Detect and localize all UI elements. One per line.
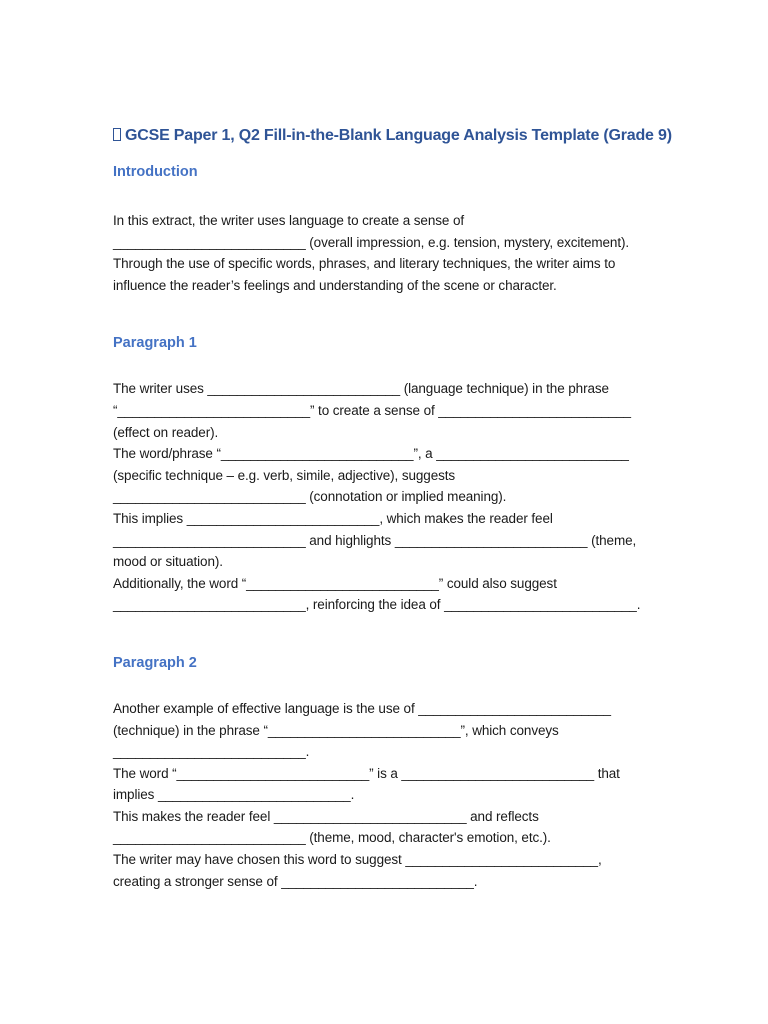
text-line: The writer may have chosen this word to suggest __________________________, <box>113 852 602 868</box>
introduction-heading: Introduction <box>113 164 198 180</box>
paragraph-2-body <box>113 698 643 892</box>
text-line: (specific technique – e.g. verb, simile, adjective), suggests <box>113 467 456 483</box>
text-line: __________________________. <box>113 744 310 760</box>
text-line: The writer uses __________________________ (language technique) in the phrase <box>113 381 609 397</box>
document-title-text: GCSE Paper 1, Q2 Fill-in-the-Blank Language Analysis Template (Grade 9) <box>125 127 672 144</box>
introduction-body <box>113 210 643 296</box>
text-line: (technique) in the phrase “__________________________”, which conveys <box>113 722 559 738</box>
text-line: __________________________ and highlights __________________________ (theme, <box>113 532 637 548</box>
text-line: Another example of effective language is the use of __________________________ <box>113 700 611 716</box>
document-page <box>113 122 672 892</box>
text-line: Through the use of specific words, phrases, and literary techniques, the writer aims to <box>113 256 616 272</box>
paragraph-1-body <box>113 378 643 616</box>
text-line: The word/phrase “__________________________”, a __________________________ <box>113 446 629 462</box>
text-line: influence the reader’s feelings and understanding of the scene or character. <box>113 277 557 293</box>
paragraph-1-heading: Paragraph 1 <box>113 335 197 352</box>
text-line: __________________________, reinforcing the idea of __________________________. <box>113 597 641 613</box>
text-line: The word “__________________________” is a __________________________ that <box>113 765 620 781</box>
text-line: __________________________ (theme, mood, character's emotion, etc.). <box>113 830 551 846</box>
text-line: __________________________ (connotation or implied meaning). <box>113 489 507 505</box>
text-line: “__________________________” to create a sense of __________________________ <box>113 402 631 418</box>
text-line: mood or situation). <box>113 554 223 570</box>
missing-glyph-icon <box>113 128 121 141</box>
text-line: (effect on reader). <box>113 424 219 440</box>
text-line: In this extract, the writer uses language to create a sense of <box>113 213 464 228</box>
text-line: implies __________________________. <box>113 787 355 803</box>
text-line: This makes the reader feel __________________________ and reflects <box>113 808 539 824</box>
text-line: Additionally, the word “__________________________” could also suggest <box>113 575 557 591</box>
text-line: __________________________ (overall impression, e.g. tension, mystery, excitement). <box>113 234 630 250</box>
paragraph-2-heading: Paragraph 2 <box>113 654 197 671</box>
document-title <box>113 122 672 150</box>
text-line: This implies __________________________, which makes the reader feel <box>113 510 553 526</box>
text-line: creating a stronger sense of __________________________. <box>113 873 478 889</box>
